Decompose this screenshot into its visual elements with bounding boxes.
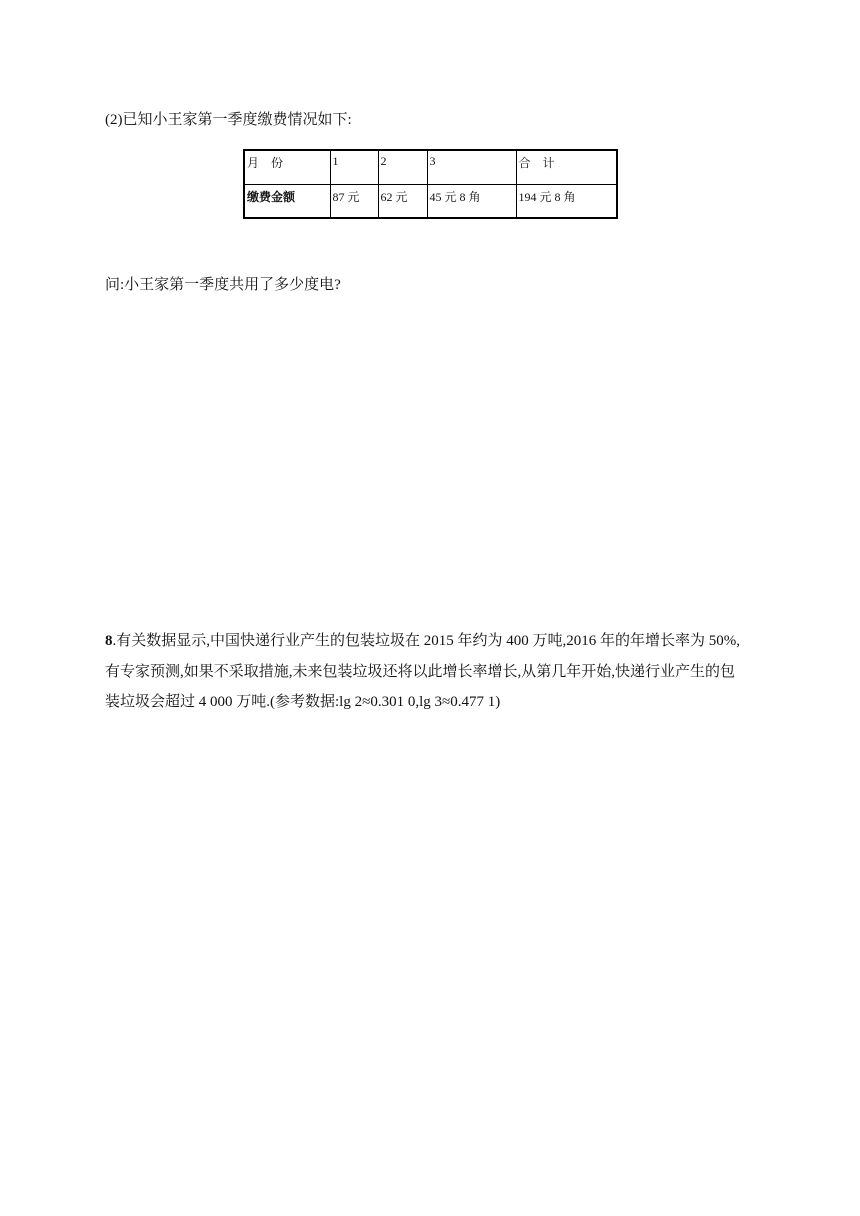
part2-intro-text: (2)已知小王家第一季度缴费情况如下: xyxy=(105,112,352,128)
header-cell-2: 2 xyxy=(378,150,427,184)
problem-8-line-1 xyxy=(105,631,740,651)
problem-8-text-1: .有关数据显示,中国快递行业产生的包装垃圾在 2015 年约为 400 万吨,2016 年的年增长率为 50%, xyxy=(112,633,740,649)
fee-cell-total: 194 元 8 角 xyxy=(516,184,617,218)
table-row xyxy=(244,184,617,218)
header-cell-3: 3 xyxy=(427,150,516,184)
problem-number: 8 xyxy=(105,633,113,649)
problem-8-line-2: 有专家预测,如果不采取措施,未来包装垃圾还将以此增长率增长,从第几年开始,快递行业产生的包 xyxy=(105,664,736,680)
fee-cell-month-1: 87 元 xyxy=(330,184,378,218)
fee-table xyxy=(243,149,618,219)
fee-cell-month-3: 45 元 8 角 xyxy=(427,184,516,218)
part2-question-text: 问:小王家第一季度共用了多少度电? xyxy=(105,277,341,293)
fee-cell-month-2: 62 元 xyxy=(378,184,427,218)
row-label-fee-amount: 缴费金额 xyxy=(244,184,330,218)
problem-8-line-3: 装垃圾会超过 4 000 万吨.(参考数据:lg 2≈0.301 0,lg 3≈0.477 1) xyxy=(105,694,501,710)
header-month: 月 份 xyxy=(244,150,330,184)
header-total: 合 计 xyxy=(516,150,617,184)
table-header-row xyxy=(244,150,617,184)
header-cell-1: 1 xyxy=(330,150,378,184)
